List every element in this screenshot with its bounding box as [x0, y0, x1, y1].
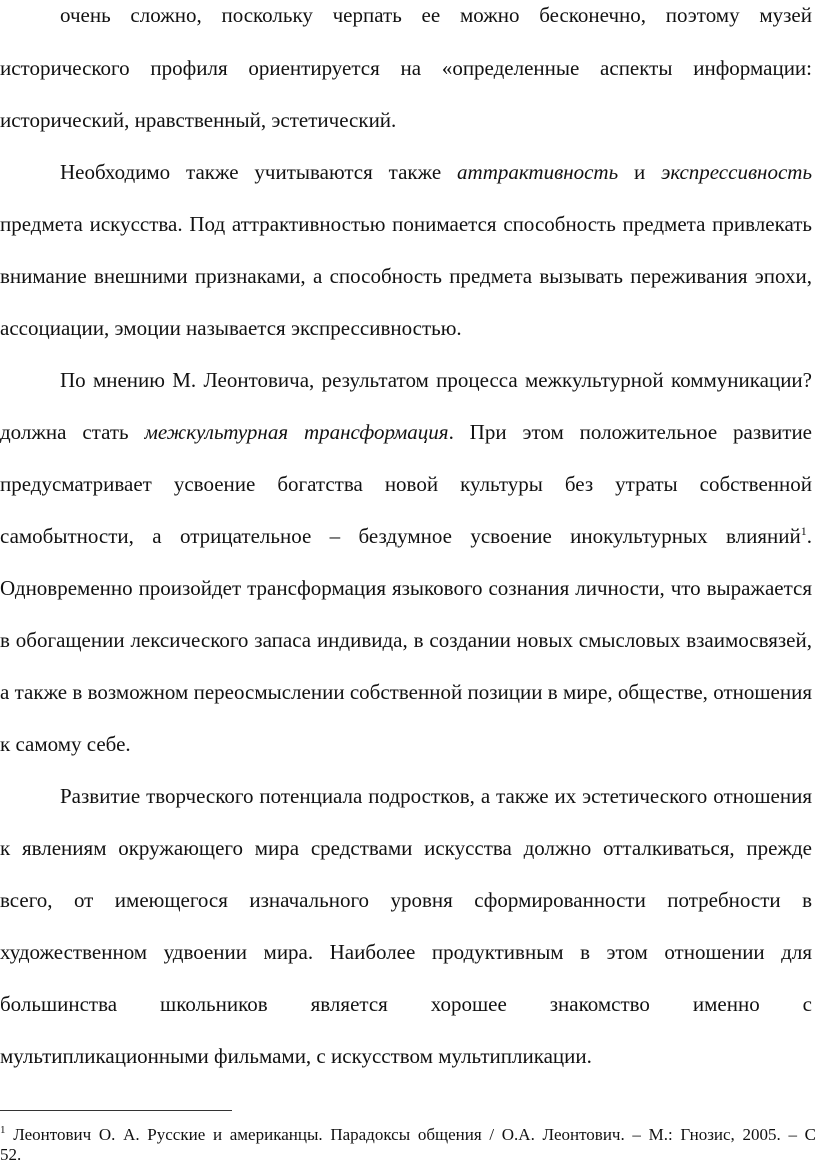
paragraph3-text: . При этом положительное развитие	[448, 420, 812, 444]
paragraph2-line	[60, 160, 812, 184]
footnote-line: 52.	[0, 1145, 22, 1164]
footnote-reference[interactable]: 1	[800, 524, 807, 538]
paragraph3-text: должна стать	[0, 420, 129, 444]
paragraph4-line: мультипликационными фильмами, с искусством мультипликации.	[0, 1044, 592, 1068]
paragraph3-line: к самому себе.	[0, 732, 131, 756]
paragraph4-line: художественном удвоении мира. Наиболее продуктивным в этом отношении для	[0, 940, 812, 964]
paragraph3-line: в обогащении лексического запаса индивида, в создании новых смысловых взаимосвязей,	[0, 628, 812, 652]
paragraph3-line	[0, 420, 812, 444]
paragraph4-line: к явлениям окружающего мира средствами искусства должно отталкиваться, прежде	[0, 836, 812, 860]
paragraph1-line: исторического профиля ориентируется на «определенные аспекты информации:	[0, 56, 812, 80]
paragraph3-line	[0, 524, 812, 548]
paragraph3-text: самобытности, а отрицательное – бездумное усвоение инокультурных влияний	[0, 524, 801, 548]
paragraph4-line: большинства школьников является хорошее знакомство именно с	[0, 992, 812, 1016]
footnote-line	[0, 1125, 816, 1145]
footnote-divider	[0, 1110, 232, 1111]
term-intercultural-transformation: межкультурная трансформация	[144, 420, 449, 444]
paragraph1-line: исторический, нравственный, эстетический.	[0, 108, 397, 132]
paragraph4-line: Развитие творческого потенциала подростков, а также их эстетического отношения	[60, 784, 812, 808]
paragraph2-conj: и	[634, 160, 646, 184]
footnote-number: 1	[0, 1125, 6, 1136]
paragraph4-line: всего, от имеющегося изначального уровня сформированности потребности в	[0, 888, 812, 912]
paragraph3-line: предусматривает усвоение богатства новой культуры без утраты собственной	[0, 472, 812, 496]
paragraph2-text: Необходимо также учитываются также	[60, 160, 442, 184]
term-expressiveness: экспрессивность	[661, 160, 812, 184]
term-attractiveness: аттрактивность	[457, 160, 619, 184]
paragraph3-line: Одновременно произойдет трансформация языкового сознания личности, что выражается	[0, 576, 812, 600]
footnote-text: Леонтович О. А. Русские и американцы. Парадоксы общения / О.А. Леонтович. – М.: Гнозис, 2005. – С	[13, 1125, 816, 1144]
paragraph3-line: а также в возможном переосмыслении собственной позиции в мире, обществе, отношения	[0, 680, 812, 704]
paragraph3-line: По мнению М. Леонтовича, результатом процесса межкультурной коммуникации?	[60, 368, 812, 392]
paragraph2-line: внимание внешними признаками, а способность предмета вызывать переживания эпохи,	[0, 264, 812, 288]
paragraph2-line: предмета искусства. Под аттрактивностью понимается способность предмета привлекать	[0, 212, 812, 236]
paragraph3-text: .	[806, 524, 812, 548]
paragraph1-line: очень сложно, поскольку черпать ее можно бесконечно, поэтому музей	[60, 3, 812, 27]
paragraph2-line: ассоциации, эмоции называется экспрессивностью.	[0, 316, 462, 340]
